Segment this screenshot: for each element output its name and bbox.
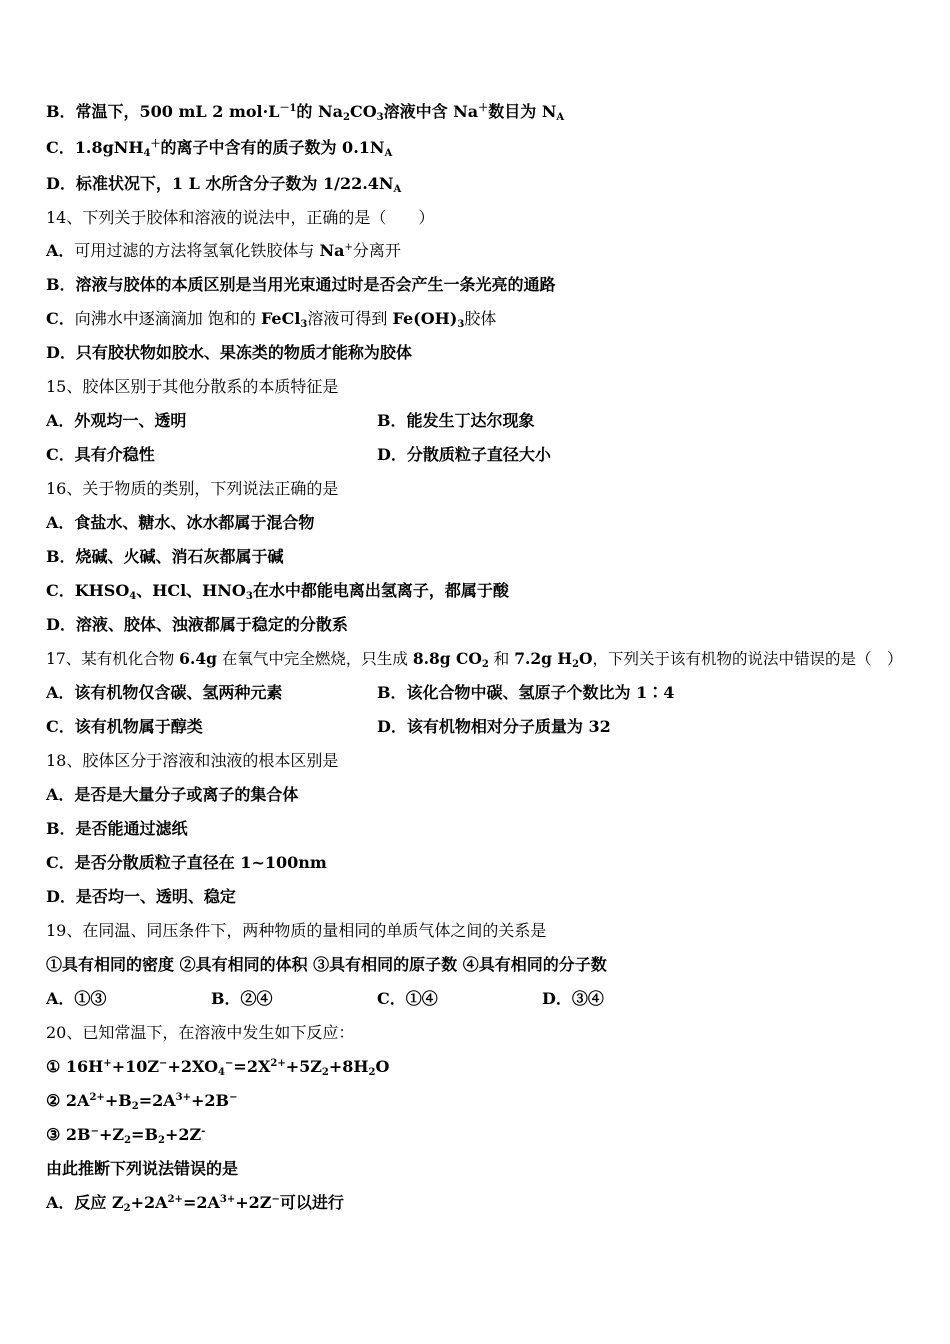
q18-stem: 18、胶体区分于溶液和浊液的根本区别是 [46,751,339,770]
q18-option-b: B．是否能通过滤纸 [46,819,188,838]
q13-option-d: D．标准状况下，1 L 水所含分子数为 $1/22.4N_A$ [46,174,402,195]
q17-options-cd [46,715,926,739]
q19-items: ①具有相同的密度 ②具有相同的体积 ③具有相同的原子数 ④具有相同的分子数 [46,955,607,974]
q18-option-c: C．是否分散质粒子直径在 1~100nm [46,853,327,872]
q15-stem: 15、胶体区别于其他分散系的本质特征是 [46,377,339,396]
q16-option-c: C．$KHSO_4$、HCl、$HNO_3$在水中都能电离出氢离子，都属于酸 [46,581,509,602]
q15-option-a: A．外观均一、透明 [46,411,187,430]
q17-option-b: B．该化合物中碳、氢原子个数比为 1∶4 [377,683,675,702]
q16-option-b: B．烧碱、火碱、消石灰都属于碱 [46,547,284,566]
q17-option-d: D．该有机物相对分子质量为 32 [377,717,611,736]
q16-stem: 16、关于物质的类别，下列说法正确的是 [46,479,339,498]
q20-stem: 20、已知常温下，在溶液中发生如下反应： [46,1023,355,1042]
q13-option-c: C．1.8gNH$_4$＋的离子中含有的质子数为 $0.1N_A$ [46,138,393,159]
q20-inference: 由此推断下列说法错误的是 [46,1159,239,1178]
q14-stem: 14、下列关于胶体和溶液的说法中，正确的是（ ） [46,208,435,227]
q15-option-d: D．分散质粒子直径大小 [377,445,551,464]
q17-option-a: A．该有机物仅含碳、氢两种元素 [46,683,283,702]
q14-option-d: D．只有胶状物如胶水、果冻类的物质才能称为胶体 [46,343,412,362]
q15-option-b: B．能发生丁达尔现象 [377,411,535,430]
q15-options-cd [46,443,926,467]
q20-reaction-2: ② $2A^{2+}+B_2=2A^{3+}+2B^-$ [46,1091,238,1112]
q19-options [46,987,926,1011]
q20-option-a: A．反应 $Z_2+2A^{2+}=2A^{3+}+2Z^-$可以进行 [46,1193,344,1214]
q14-option-b: B．溶液与胶体的本质区别是当用光束通过时是否会产生一条光亮的通路 [46,275,556,294]
q14-option-a: A．可用过滤的方法将氢氧化铁胶体与 Na+分离开 [46,241,401,260]
q19-option-b: B．②④ [211,989,273,1008]
q19-option-c: C．①④ [377,989,438,1008]
q19-option-a: A．①③ [46,989,107,1008]
q15-option-c: C．具有介稳性 [46,445,155,464]
q14-option-c: C．向沸水中逐滴滴加 饱和的 FeCl$_3$溶液可得到 $Fe(OH)_3$胶体 [46,309,497,330]
q19-stem: 19、在同温、同压条件下，两种物质的量相同的单质气体之间的关系是 [46,921,547,940]
q15-options-ab [46,409,926,433]
q17-option-c: C．该有机物属于醇类 [46,717,203,736]
q13-option-b: B．常温下，500 mL 2 $mol\cdot L^{-1}$的 $Na_2CO_3$溶液中含 Na＋数目为 $N_A$ [46,102,565,123]
q18-option-d: D．是否均一、透明、稳定 [46,887,236,906]
q20-reaction-3: ③ $2B^-+Z_2=B_2+2Z^-$ [46,1125,206,1146]
q20-reaction-1: ① $16H^++10Z^-+2XO_4^-=2X^{2+}+5Z_2+8H_2O$ [46,1057,390,1078]
q17-stem: 17、某有机化合物 6.4g 在氧气中完全燃烧，只生成 8.8g $CO_2$ 和 7.2g $H_2O$，下列关于该有机物的说法中错误的是（ ） [46,649,903,670]
q16-option-a: A．食盐水、糖水、冰水都属于混合物 [46,513,315,532]
q17-options-ab [46,681,926,705]
q18-option-a: A．是否是大量分子或离子的集合体 [46,785,299,804]
q16-option-d: D．溶液、胶体、浊液都属于稳定的分散系 [46,615,348,634]
q19-option-d: D．③④ [542,989,604,1008]
